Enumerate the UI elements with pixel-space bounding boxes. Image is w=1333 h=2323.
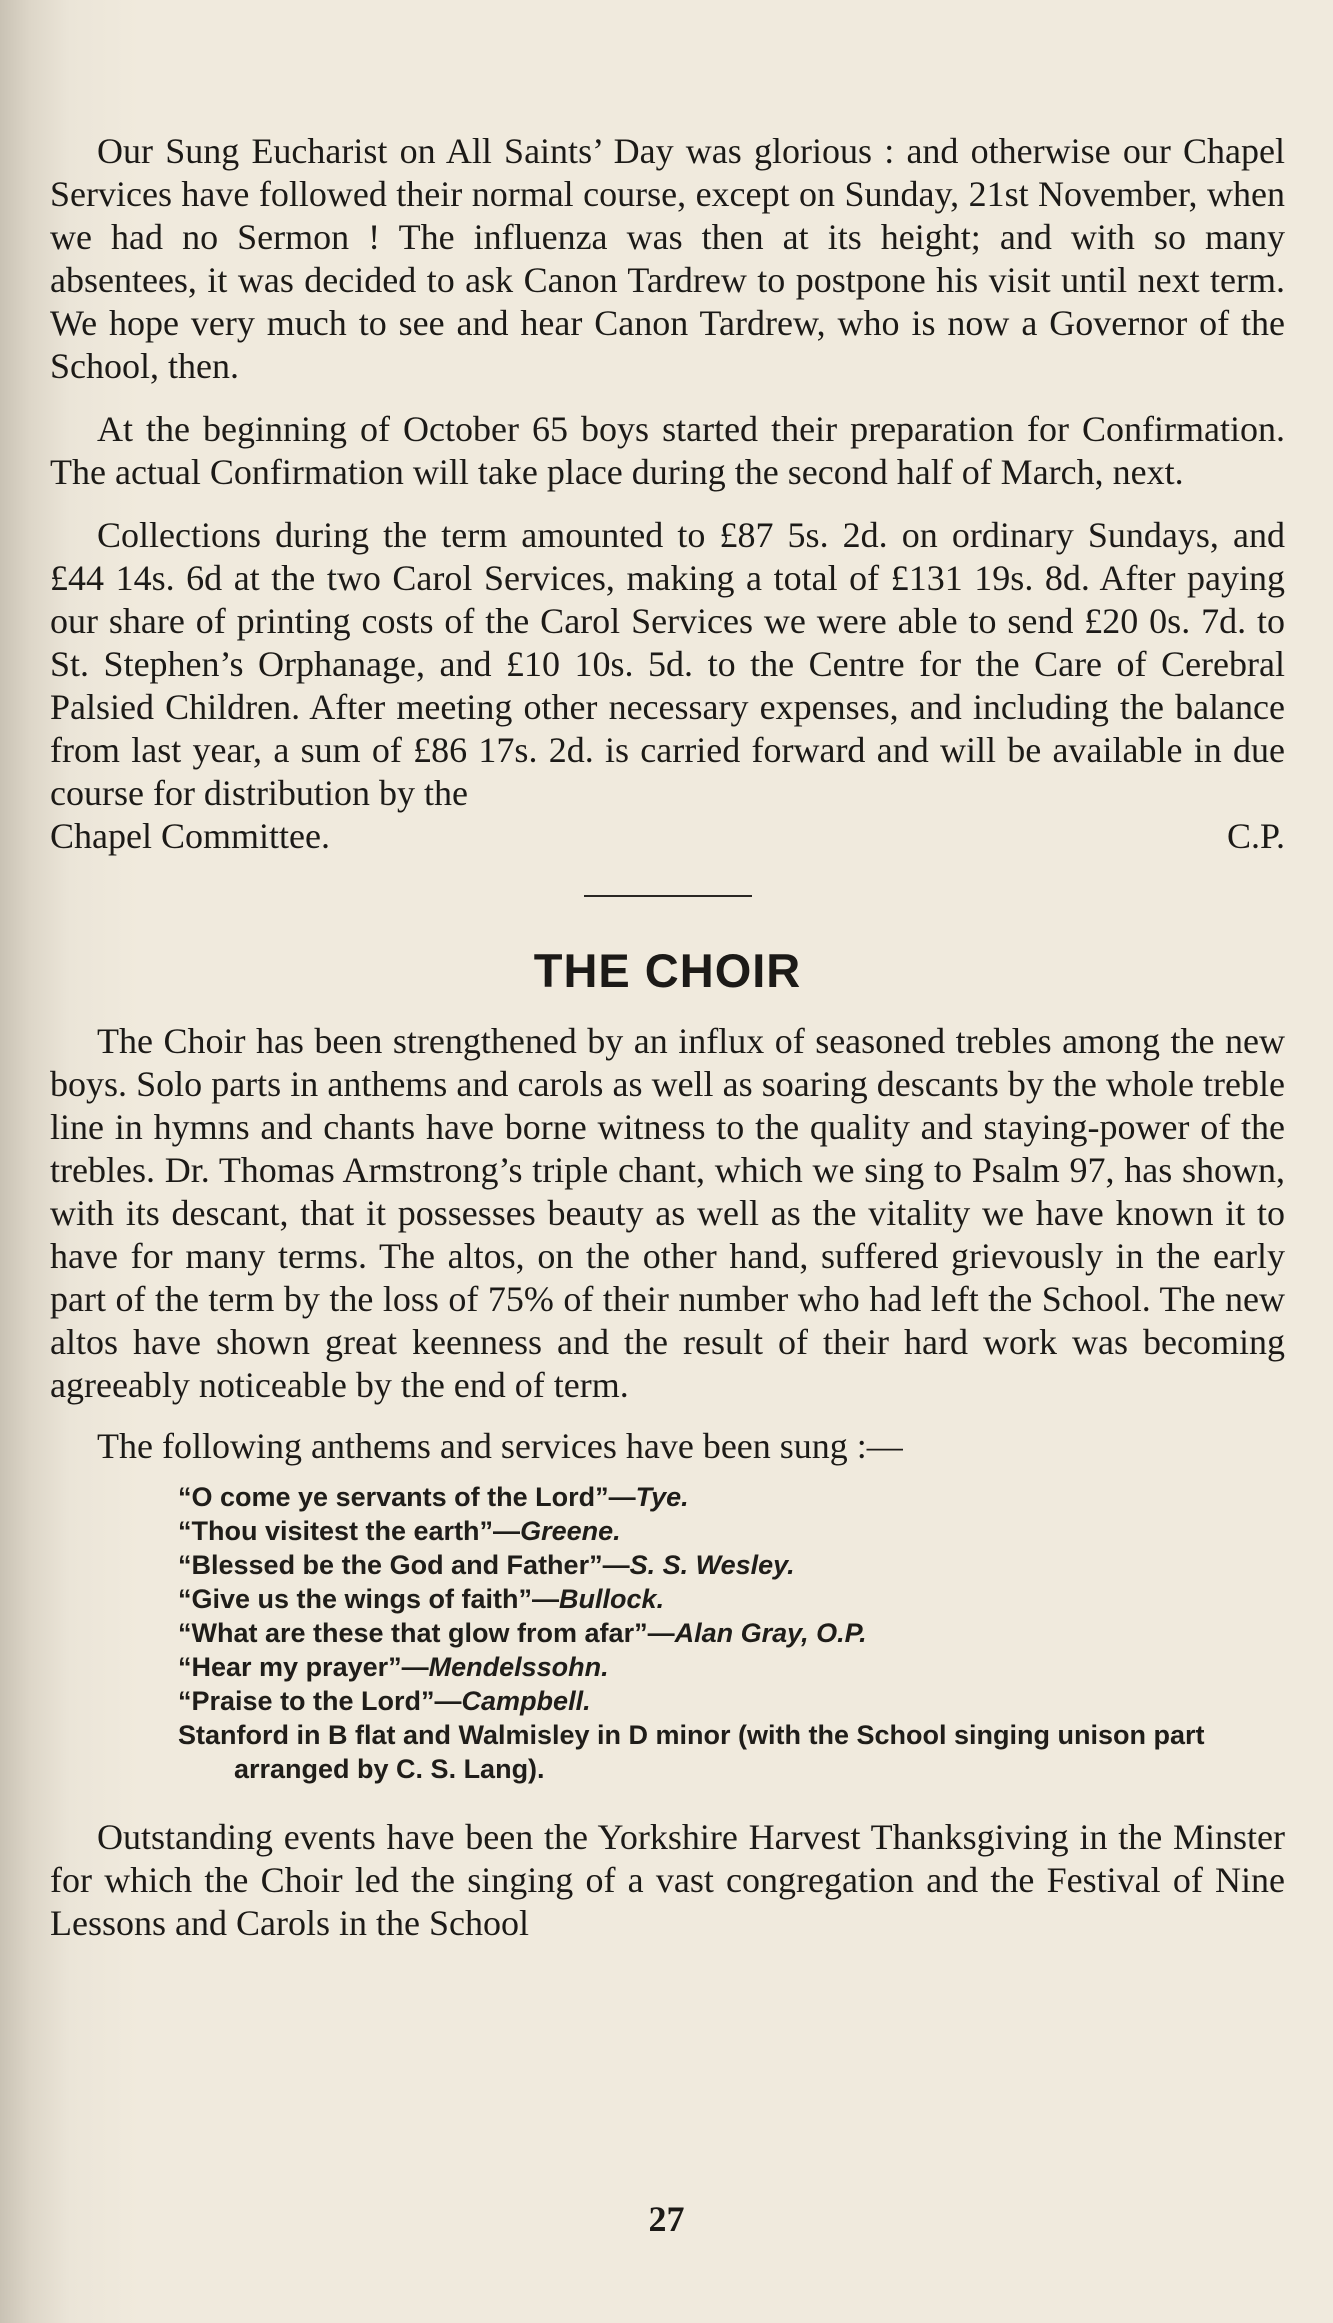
anthem-title: “O come ye servants of the Lord”— [178, 1482, 636, 1512]
anthem-title: “Blessed be the God and Father”— [178, 1550, 630, 1580]
section-divider [584, 895, 752, 897]
anthem-list [178, 1480, 1285, 1786]
list-item [178, 1514, 1285, 1548]
chapel-paragraph: Our Sung Eucharist on All Saints’ Day was glorious : and otherwise our Chapel Services have followed their normal course, except on Sunday, 21st November, when we had no Sermon ! The influenza was then at its height; and with so many absentees, it was decided to ask Canon Tardrew to postpone his visit until next term. We hope very much to see and hear Canon Tardrew, who is now a Governor of the School, then. [50, 131, 1285, 386]
anthem-composer: Campbell. [461, 1686, 591, 1716]
anthem-title: “Give us the wings of faith”— [178, 1584, 560, 1614]
anthem-title: “What are these that glow from afar”— [178, 1618, 675, 1648]
anthem-composer: Mendelssohn. [428, 1652, 609, 1682]
anthem-composer: S. S. Wesley. [629, 1550, 795, 1580]
chapel-paragraph: Collections during the term amounted to £87 5s. 2d. on ordinary Sundays, and £44 14s. 6d at the two Carol Services, making a total of £131 19s. 8d. After paying our share of printing costs of the Carol Services we were able to send £20 0s. 7d. to St. Stephen’s Orphanage, and £10 10s. 5d. to the Centre for the Care of Cerebral Palsied Children. After meeting other necessary expenses, and including the balance from last year, a sum of £86 17s. 2d. is carried forward and will be available in due course for distribution by the [50, 515, 1285, 813]
list-intro: The following anthems and services have been sung :— [97, 1426, 903, 1466]
anthem-composer: Tye. [635, 1482, 689, 1512]
chapel-closing [50, 815, 1285, 858]
anthem-title: “Thou visitest the earth”— [178, 1516, 521, 1546]
closing-line: Chapel Committee. [50, 816, 330, 856]
text-column [50, 130, 1285, 1945]
final-paragraph: Outstanding events have been the Yorkshire Harvest Thanksgiving in the Minster for which the Choir led the singing of a vast congregation and the Festival of Nine Lessons and Carols in the School [50, 1817, 1285, 1943]
list-item [178, 1548, 1285, 1582]
list-item [178, 1480, 1285, 1514]
list-item [178, 1582, 1285, 1616]
list-item [178, 1684, 1285, 1718]
anthem-composer: Bullock. [559, 1584, 665, 1614]
page-number: 27 [648, 2199, 685, 2239]
anthem-composer: Alan Gray, O.P. [674, 1618, 867, 1648]
choir-paragraph: The Choir has been strengthened by an influx of seasoned trebles among the new boys. Solo parts in anthems and carols as well as soaring descants by the whole treble line in hymns and chants have borne witness to the quality and staying-power of the trebles. Dr. Thomas Armstrong’s triple chant, which we sing to Psalm 97, has shown, with its descant, that it possesses beauty as well as the vitality we have known it to have for many terms. The altos, on the other hand, suffered grievously in the early part of the term by the loss of 75% of their number who had left the School. The new altos have shown great keenness and the result of their hard work was becoming agreeably noticeable by the end of term. [50, 1021, 1285, 1405]
anthem-title: “Hear my prayer”— [178, 1652, 429, 1682]
list-item [178, 1616, 1285, 1650]
anthem-composer: Greene. [520, 1516, 621, 1546]
section-heading: THE CHOIR [533, 944, 802, 997]
list-item [178, 1650, 1285, 1684]
chapel-paragraph: At the beginning of October 65 boys started their preparation for Confirmation. The actual Confirmation will take place during the second half of March, next. [50, 409, 1285, 492]
anthem-title: “Praise to the Lord”— [178, 1686, 462, 1716]
signature: C.P. [1226, 816, 1285, 856]
services-line: Stanford in B flat and Walmisley in D minor (with the School singing unison part arranged by C. S. Lang). [178, 1720, 1205, 1784]
